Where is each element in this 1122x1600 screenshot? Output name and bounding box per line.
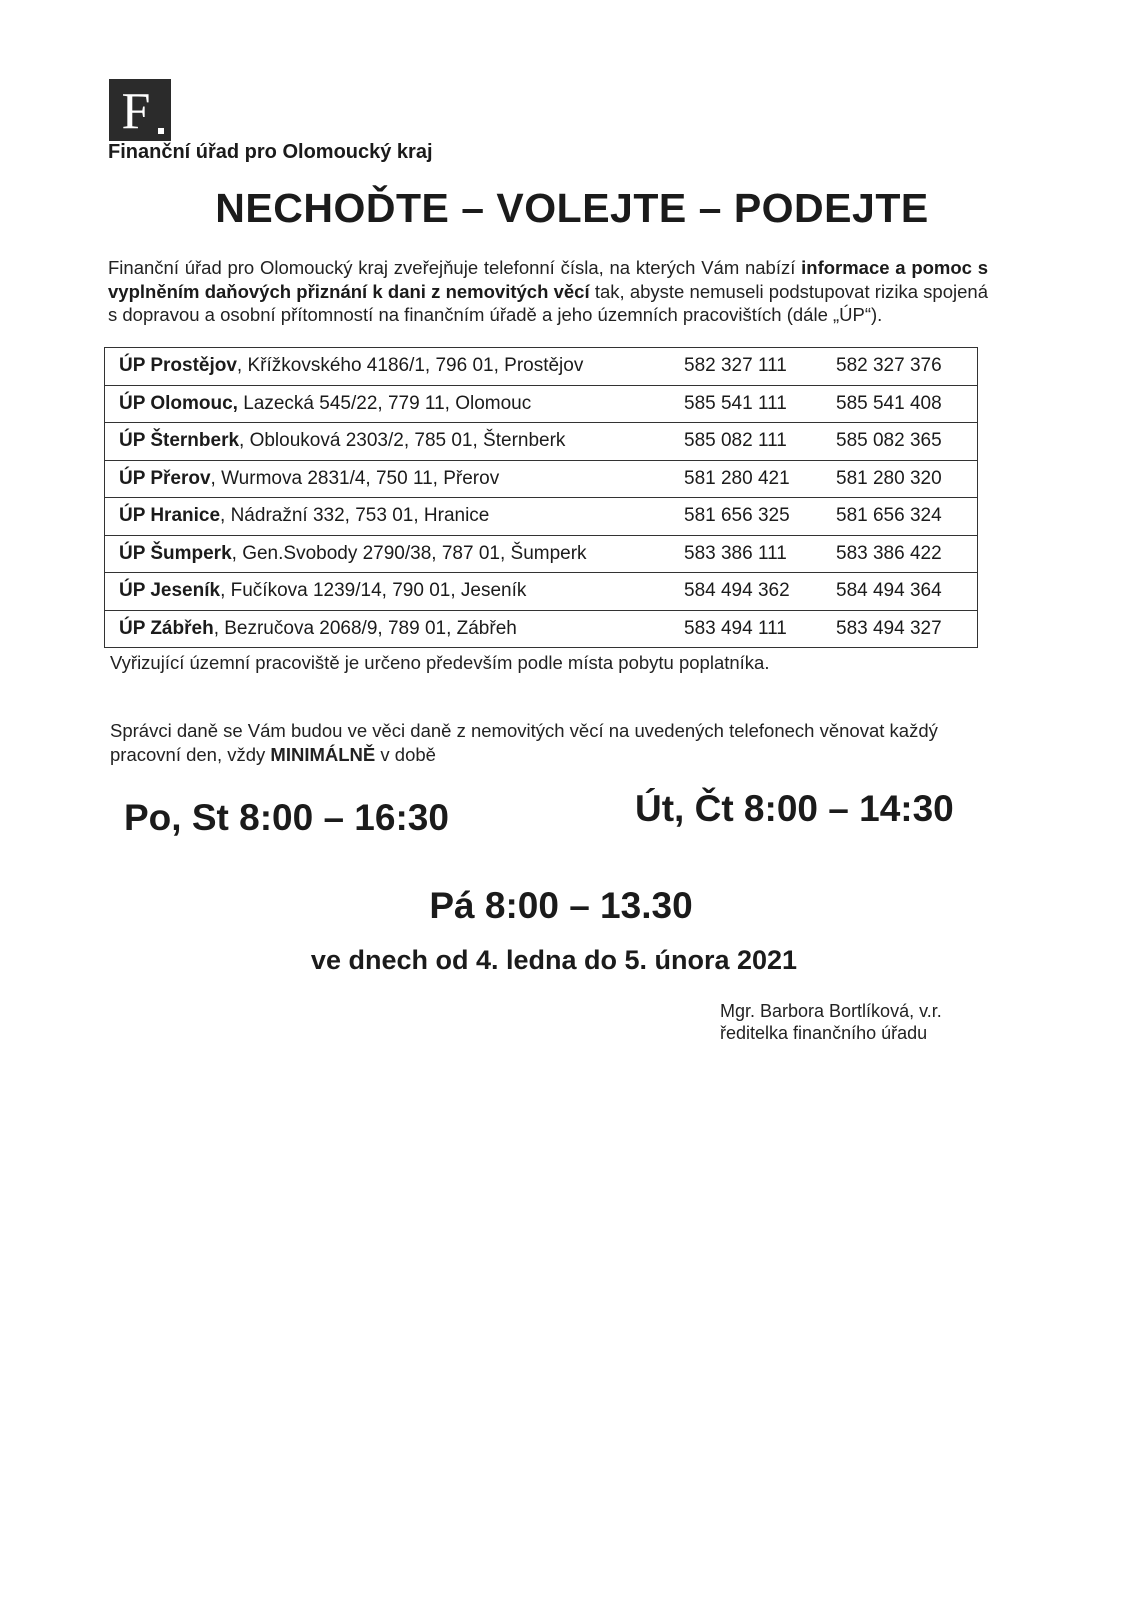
- hours-mon-wed: Po, St 8:00 – 16:30: [124, 797, 449, 838]
- table-row: [105, 498, 978, 536]
- office-address: , Křížkovského 4186/1, 796 01, Prostějov: [236, 355, 584, 377]
- office-address-cell: [105, 423, 685, 461]
- table-row: [105, 573, 978, 611]
- phone-2: 585 082 365: [836, 423, 978, 461]
- office-name-label: ÚP Přerov: [119, 467, 211, 489]
- office-name-label: ÚP Šumperk: [119, 542, 232, 564]
- hours-intro-paragraph: [110, 719, 1000, 767]
- phone-1: 583 494 111: [684, 610, 836, 648]
- hours-intro-text-1: Správci daně se Vám budou ve věci daně z nemovitých věcí na uvedených telefonech věnovat každý pracovní den, vždy: [110, 720, 938, 765]
- phone-2: 583 386 422: [836, 535, 978, 573]
- signer-role: ředitelka finančního úřadu: [720, 1023, 928, 1043]
- phone-2: 585 541 408: [836, 385, 978, 423]
- phone-2: 584 494 364: [836, 573, 978, 611]
- office-address-cell: [105, 385, 685, 423]
- table-row: [105, 460, 978, 498]
- phone-1: 584 494 362: [684, 573, 836, 611]
- financni-sprava-logo-icon: [109, 79, 171, 141]
- logo-letter: F: [121, 83, 151, 140]
- office-name-label: ÚP Olomouc,: [119, 392, 238, 414]
- office-name-label: ÚP Šternberk: [119, 430, 240, 452]
- office-address: Lazecká 545/22, 779 11, Olomouc: [237, 392, 532, 414]
- phone-1: 581 280 421: [684, 460, 836, 498]
- offices-table: [104, 347, 978, 648]
- logo-dot: [158, 128, 164, 134]
- phone-1: 582 327 111: [684, 348, 836, 386]
- page-title: NECHOĎTE – VOLEJTE – PODEJTE: [215, 185, 929, 231]
- intro-text-bold: informace a pomoc s vyplněním daňových přiznání k dani z nemovitých věcí: [108, 257, 988, 302]
- table-row: [105, 423, 978, 461]
- phone-2: 583 494 327: [836, 610, 978, 648]
- hours-tue-thu: Út, Čt 8:00 – 14:30: [635, 788, 954, 829]
- table-row: [105, 610, 978, 648]
- signer-name: Mgr. Barbora Bortlíková, v.r.: [720, 1001, 942, 1021]
- phone-2: 581 280 320: [836, 460, 978, 498]
- phone-1: 585 541 111: [684, 385, 836, 423]
- office-name: Finanční úřad pro Olomoucký kraj: [108, 141, 433, 163]
- intro-paragraph: [108, 256, 988, 327]
- table-row: [105, 348, 978, 386]
- phone-2: 581 656 324: [836, 498, 978, 536]
- office-name-label: ÚP Prostějov: [119, 355, 237, 377]
- phone-1: 583 386 111: [684, 535, 836, 573]
- office-address-cell: [105, 460, 685, 498]
- office-address: , Oblouková 2303/2, 785 01, Šternberk: [239, 430, 566, 452]
- office-address: , Bezručova 2068/9, 789 01, Zábřeh: [213, 617, 517, 639]
- phone-1: 581 656 325: [684, 498, 836, 536]
- phone-2: 582 327 376: [836, 348, 978, 386]
- signature-block: [720, 1000, 942, 1044]
- office-address-cell: [105, 573, 685, 611]
- office-address: , Wurmova 2831/4, 750 11, Přerov: [210, 467, 500, 489]
- office-name-label: ÚP Jeseník: [119, 580, 221, 602]
- office-address-cell: [105, 610, 685, 648]
- office-address-cell: [105, 348, 685, 386]
- intro-text-2: tak, abyste nemuseli podstupovat rizika spojená s dopravou a osobní přítomností na finančním úřadě a jeho územních pracovištích (dále „ÚP“).: [108, 280, 988, 325]
- phone-1: 585 082 111: [684, 423, 836, 461]
- office-note: Vyřizující územní pracoviště je určeno především podle místa pobytu poplatníka.: [110, 652, 770, 673]
- office-address-cell: [105, 498, 685, 536]
- hours-intro-bold: MINIMÁLNĚ: [270, 744, 376, 765]
- hours-intro-text-2: v době: [375, 744, 436, 765]
- table-row: [105, 385, 978, 423]
- office-name-label: ÚP Hranice: [119, 505, 221, 527]
- office-address: , Fučíkova 1239/14, 790 01, Jeseník: [220, 580, 527, 602]
- table-row: [105, 535, 978, 573]
- office-address: , Nádražní 332, 753 01, Hranice: [220, 505, 490, 527]
- office-address: , Gen.Svobody 2790/38, 787 01, Šumperk: [231, 542, 587, 564]
- date-range: ve dnech od 4. ledna do 5. února 2021: [310, 945, 798, 975]
- office-name-label: ÚP Zábřeh: [119, 617, 214, 639]
- office-address-cell: [105, 535, 685, 573]
- intro-text-1: Finanční úřad pro Olomoucký kraj zveřejňuje telefonní čísla, na kterých Vám nabízí: [108, 257, 802, 278]
- hours-fri: Pá 8:00 – 13.30: [429, 885, 693, 926]
